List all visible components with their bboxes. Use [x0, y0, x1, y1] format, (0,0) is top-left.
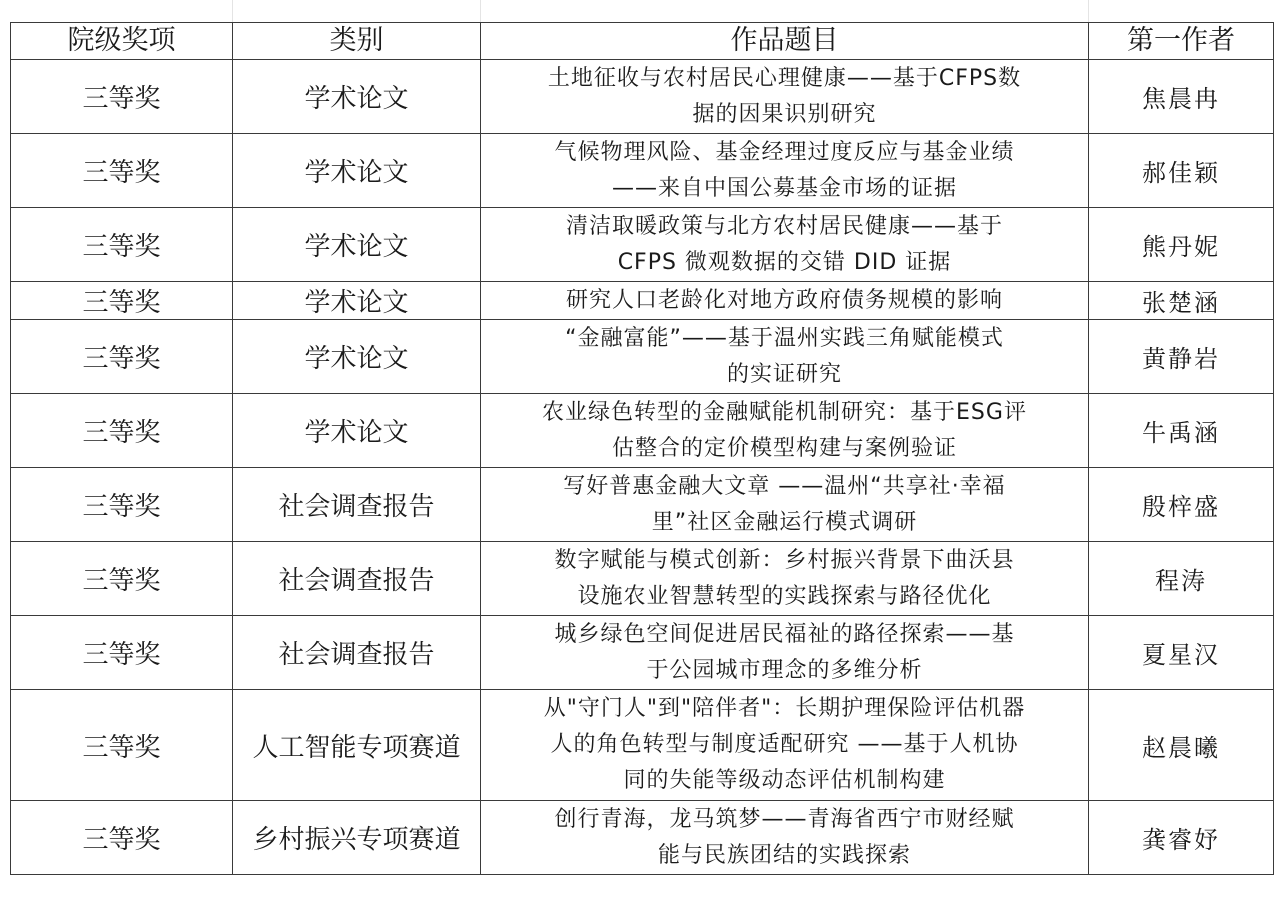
header-category: 类别: [233, 23, 481, 60]
title-line: 的实证研究: [726, 361, 842, 387]
category-cell: 社会调查报告: [233, 616, 481, 690]
title-cell: [481, 60, 1089, 134]
title-line: 人的角色转型与制度适配研究 ——基于人机协: [550, 732, 1019, 757]
title-line: 写好普惠金融大文章 ——温州“共享社·幸福: [563, 473, 1006, 499]
title-cell: [481, 208, 1089, 282]
title-line: 气候物理风险、基金经理过度反应与基金业绩: [554, 139, 1015, 165]
award-level-cell: 三等奖: [11, 60, 233, 134]
award-level-cell: 三等奖: [11, 134, 233, 208]
title-line: 研究人口老龄化对地方政府债务规模的影响: [565, 287, 1003, 313]
author-cell: 程涛: [1089, 542, 1274, 616]
author-cell: 黄静岩: [1089, 320, 1274, 394]
table-row: [11, 690, 1274, 801]
award-level-cell: 三等奖: [11, 208, 233, 282]
title-cell: [481, 801, 1089, 875]
title-line: 设施农业智慧转型的实践探索与路径优化: [577, 583, 992, 609]
awards-table: [10, 22, 1274, 875]
table-row: [11, 542, 1274, 616]
title-cell: [481, 320, 1089, 394]
title-line: 农业绿色转型的金融赋能机制研究：基于ESG评: [542, 399, 1027, 425]
category-cell: 社会调查报告: [233, 468, 481, 542]
title-line: 数字赋能与模式创新：乡村振兴背景下曲沃县: [554, 547, 1015, 573]
category-cell: 社会调查报告: [233, 542, 481, 616]
author-cell: 张楚涵: [1089, 282, 1274, 320]
table-row: [11, 468, 1274, 542]
title-line: 同的失能等级动态评估机制构建: [623, 768, 946, 793]
table-row: [11, 320, 1274, 394]
title-line: 据的因果识别研究: [692, 101, 877, 127]
grid-line: [232, 0, 233, 22]
table-row: [11, 394, 1274, 468]
author-cell: 夏星汉: [1089, 616, 1274, 690]
author-cell: 赵晨曦: [1089, 690, 1274, 801]
table-row: [11, 801, 1274, 875]
title-cell: [481, 468, 1089, 542]
title-cell: [481, 282, 1089, 320]
title-line: 清洁取暖政策与北方农村居民健康——基于: [565, 213, 1003, 239]
header-author: 第一作者: [1089, 23, 1274, 60]
grid-line: [480, 0, 481, 22]
category-cell: 人工智能专项赛道: [233, 690, 481, 801]
category-cell: 学术论文: [233, 60, 481, 134]
category-cell: 学术论文: [233, 282, 481, 320]
category-cell: 学术论文: [233, 320, 481, 394]
title-cell: [481, 616, 1089, 690]
author-cell: 殷梓盛: [1089, 468, 1274, 542]
award-level-cell: 三等奖: [11, 542, 233, 616]
award-level-cell: 三等奖: [11, 801, 233, 875]
grid-line: [1088, 0, 1089, 22]
author-cell: 焦晨冉: [1089, 60, 1274, 134]
title-line: “金融富能”——基于温州实践三角赋能模式: [565, 325, 1004, 351]
title-line: 里”社区金融运行模式调研: [651, 509, 918, 535]
award-level-cell: 三等奖: [11, 282, 233, 320]
category-cell: 学术论文: [233, 134, 481, 208]
header-level: 院级奖项: [11, 23, 233, 60]
title-line: 于公园城市理念的多维分析: [646, 657, 923, 683]
table-row: [11, 60, 1274, 134]
title-line: 从"守门人"到"陪伴者"：长期护理保险评估机器: [543, 696, 1026, 721]
category-cell: 学术论文: [233, 208, 481, 282]
title-cell: [481, 542, 1089, 616]
header-title: 作品题目: [481, 23, 1089, 60]
category-cell: 学术论文: [233, 394, 481, 468]
award-rows: [11, 60, 1274, 875]
title-cell: [481, 394, 1089, 468]
table-row: [11, 134, 1274, 208]
title-cell: [481, 690, 1089, 801]
author-cell: 郝佳颖: [1089, 134, 1274, 208]
table-row: [11, 208, 1274, 282]
award-level-cell: 三等奖: [11, 616, 233, 690]
title-line: 能与民族团结的实践探索: [657, 842, 911, 868]
header-row: [11, 23, 1274, 60]
award-level-cell: 三等奖: [11, 394, 233, 468]
award-level-cell: 三等奖: [11, 690, 233, 801]
title-cell: [481, 134, 1089, 208]
title-line: 估整合的定价模型构建与案例验证: [611, 435, 957, 461]
author-cell: 龚睿妤: [1089, 801, 1274, 875]
category-cell: 乡村振兴专项赛道: [233, 801, 481, 875]
title-line: 城乡绿色空间促进居民福祉的路径探索——基: [554, 621, 1015, 647]
table-row: [11, 616, 1274, 690]
table-row: [11, 282, 1274, 320]
title-line: 创行青海，龙马筑梦——青海省西宁市财经赋: [554, 806, 1015, 832]
award-level-cell: 三等奖: [11, 468, 233, 542]
author-cell: 牛禹涵: [1089, 394, 1274, 468]
award-level-cell: 三等奖: [11, 320, 233, 394]
title-line: 土地征收与农村居民心理健康——基于CFPS数: [547, 65, 1022, 91]
author-cell: 熊丹妮: [1089, 208, 1274, 282]
title-line: ——来自中国公募基金市场的证据: [611, 175, 957, 201]
title-line: CFPS 微观数据的交错 DID 证据: [617, 249, 952, 275]
